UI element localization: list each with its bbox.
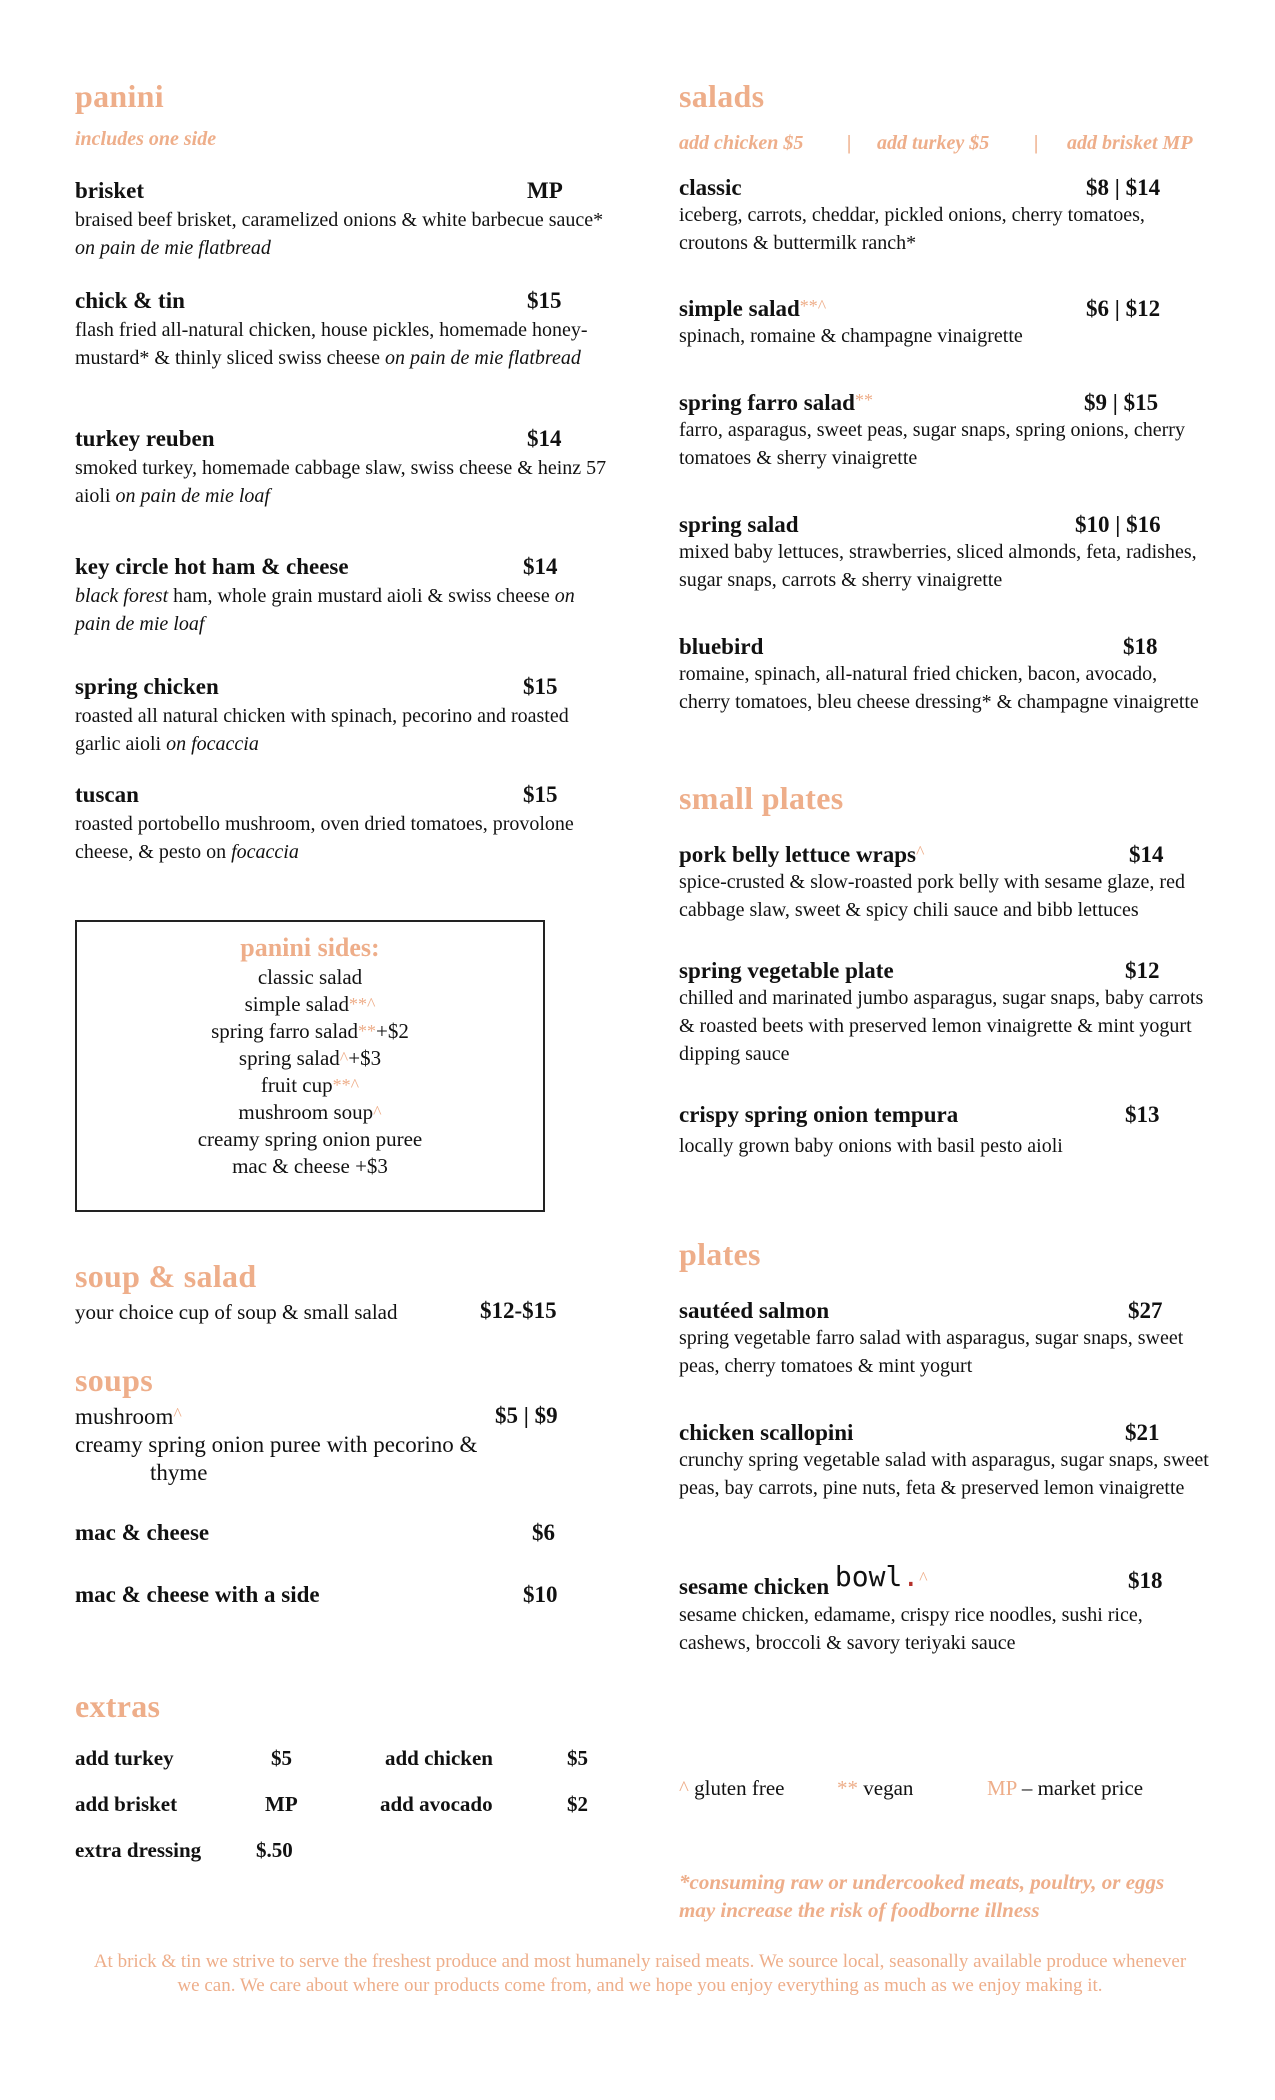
menu-item-chick-tin [75,288,615,372]
plates-title: plates [679,1236,761,1272]
item-desc: crunchy spring vegetable salad with asparagus, sugar snaps, sweet peas, bay carrots, pine nuts, feta & preserved lemon vinaigrette [679,1449,1209,1499]
extra-price: $.50 [256,1838,293,1862]
food-warning: *consuming raw or undercooked meats, poultry, or eggs may increase the risk of foodborne illness [679,1870,1165,1922]
item-name: crispy spring onion tempura [679,1102,959,1127]
side-item: mac & cheese +$3 [232,1154,388,1178]
menu-item-spring-salad [679,512,1209,594]
item-desc: romaine, spinach, all-natural fried chicken, bacon, avocado, cherry tomatoes, bleu cheese dressing* & champagne vinaigrette [679,663,1199,713]
item-desc: chilled and marinated jumbo asparagus, sugar snaps, baby carrots & roasted beets with preserved lemon vinaigrette & mint yogurt dipping sauce [679,987,1204,1065]
soup-mushroom: mushroom^ [75,1404,182,1429]
item-desc: locally grown baby onions with basil pesto aioli [679,1135,1063,1157]
item-desc: roasted all natural chicken with spinach, pecorino and roasted garlic aioli on focaccia [75,705,569,755]
item-name: simple salad**^ [679,296,827,321]
item-name: tuscan [75,782,139,807]
item-price: $15 [523,782,558,807]
salads-title: salads [679,78,765,114]
menu-item-spring-farro-salad [679,390,1209,472]
mac-cheese-name: mac & cheese [75,1520,210,1545]
item-name: bluebird [679,634,764,659]
item-desc: sesame chicken, edamame, crispy rice noodles, sushi rice, cashews, broccoli & savory teriyaki sauce [679,1604,1143,1654]
extra-name: add turkey [75,1746,174,1770]
menu-item-tuscan [75,782,615,866]
menu-item-spring-chicken [75,674,615,758]
item-desc: mixed baby lettuces, strawberries, sliced almonds, feta, radishes, sugar snaps, carrots & sherry vinaigrette [679,541,1197,591]
legend-market-price: MP – market price [987,1776,1144,1800]
item-name: brisket [75,178,144,203]
menu-item-onion-tempura [679,1102,1209,1160]
side-item: spring farro salad**+$2 [211,1019,409,1043]
panini-sides-title: panini sides: [240,933,380,962]
item-name: spring vegetable plate [679,958,894,983]
legend-gluten-free: ^ gluten free [679,1776,785,1800]
footer-note: At brick & tin we strive to serve the freshest produce and most humanely raised meats. We source local, seasonally available produce whenever we can. We care about where our products come from, and we hope you enjoy everything as much as we enjoy making it. [93,1951,1187,1996]
salad-addon: add turkey $5 [877,132,990,154]
menu-item-bluebird [679,634,1209,716]
bowl-logo: bowl. [834,1560,920,1593]
item-name: pork belly lettuce wraps^ [679,842,925,867]
item-price: $13 [1125,1102,1160,1127]
item-desc: smoked turkey, homemade cabbage slaw, swiss cheese & heinz 57 aioli on pain de mie loaf [75,457,607,507]
extra-price: $5 [567,1746,588,1770]
menu-item-salmon [679,1298,1209,1380]
item-price: $14 [1129,842,1164,867]
item-desc: braised beef brisket, caramelized onions & white barbecue sauce* on pain de mie flatbread [75,209,604,259]
extra-name: add brisket [75,1792,178,1816]
menu-item-classic [679,175,1209,257]
soups-price: $5 | $9 [495,1403,558,1428]
panini-sides-box [75,920,545,1212]
extra-price: MP [265,1792,298,1816]
soup-salad-title: soup & salad [75,1258,257,1294]
item-price: $10 | $16 [1075,512,1161,537]
item-name: key circle hot ham & cheese [75,554,349,579]
item-desc: spring vegetable farro salad with asparagus, sugar snaps, sweet peas, cherry tomatoes & mint yogurt [679,1327,1184,1377]
side-item: fruit cup**^ [260,1073,360,1097]
item-price: $6 | $12 [1086,296,1161,321]
side-item: mushroom soup^ [238,1100,382,1124]
item-name: spring farro salad** [679,390,873,415]
item-desc: iceberg, carrots, cheddar, pickled onions, cherry tomatoes, croutons & buttermilk ranch* [679,204,1145,254]
mac-cheese-price: $6 [532,1520,555,1545]
menu-item-chicken-scallopini [679,1420,1209,1502]
item-price: $14 [523,554,558,579]
menu-item-pork-belly [679,842,1219,924]
item-price: $9 | $15 [1084,390,1159,415]
menu-item-simple-salad [679,296,1209,350]
item-price: $18 [1128,1568,1163,1593]
soup-onion-line2: thyme [150,1460,208,1485]
salad-addon-sep: | [1034,132,1039,154]
soups-title: soups [75,1362,153,1398]
extra-name: add chicken [385,1746,493,1770]
side-item: simple salad**^ [244,992,376,1016]
extra-price: $2 [567,1792,588,1816]
item-price: $21 [1125,1420,1160,1445]
extra-name: extra dressing [75,1838,202,1862]
soup-onion-line1: creamy spring onion puree with pecorino & [75,1432,478,1457]
item-price: $8 | $14 [1086,175,1161,200]
extra-name: add avocado [380,1792,493,1816]
legend-vegan: ** vegan [837,1776,914,1800]
panini-title: panini [75,78,164,114]
menu-item-brisket [75,178,615,262]
mac-side-price: $10 [523,1582,558,1607]
item-desc: black forest ham, whole grain mustard aioli & swiss cheese on pain de mie loaf [75,585,575,635]
salad-addon-sep: | [847,132,852,154]
item-name: chicken scallopini [679,1420,854,1445]
item-price: $14 [527,426,562,451]
soup-salad-desc: your choice cup of soup & small salad [75,1300,398,1324]
side-item: classic salad [257,965,363,989]
salad-addon: add chicken $5 [679,132,804,154]
menu-item-spring-vegetable-plate [679,958,1209,1068]
soup-salad-price: $12-$15 [480,1298,557,1323]
item-name: sautéed salmon [679,1298,830,1323]
menu-item-sesame-chicken-bowl [679,1560,1209,1657]
item-price: $12 [1125,958,1160,983]
item-price: $27 [1128,1298,1163,1323]
item-price: $18 [1123,634,1158,659]
item-name: spring salad [679,512,799,537]
item-name: classic [679,175,742,200]
item-name: sesame chicken bowl.^ [679,1560,928,1599]
item-price: MP [527,178,563,203]
salad-addon: add brisket MP [1067,132,1193,154]
menu-item-hot-ham [75,554,615,638]
item-desc: flash fried all-natural chicken, house pickles, homemade honey-mustard* & thinly sliced swiss cheese on pain de mie flatbread [75,319,588,369]
item-name: chick & tin [75,288,185,313]
item-name: spring chicken [75,674,219,699]
small-plates-title: small plates [679,780,844,816]
side-item: creamy spring onion puree [197,1127,423,1151]
extra-price: $5 [271,1746,292,1770]
side-item: spring salad^+$3 [238,1046,382,1070]
panini-subtitle: includes one side [75,128,217,150]
item-desc: spice-crusted & slow-roasted pork belly with sesame glaze, red cabbage slaw, sweet & spicy chili sauce and bibb lettuces [679,871,1185,921]
item-desc: roasted portobello mushroom, oven dried tomatoes, provolone cheese, & pesto on focaccia [75,813,574,863]
item-desc: spinach, romaine & champagne vinaigrette [679,325,1023,347]
item-name: turkey reuben [75,426,215,451]
item-price: $15 [527,288,562,313]
menu-item-turkey-reuben [75,426,615,510]
item-price: $15 [523,674,558,699]
extras-title: extras [75,1688,161,1724]
item-desc: farro, asparagus, sweet peas, sugar snaps, spring onions, cherry tomatoes & sherry vinaigrette [679,419,1185,469]
mac-side-name: mac & cheese with a side [75,1582,320,1607]
